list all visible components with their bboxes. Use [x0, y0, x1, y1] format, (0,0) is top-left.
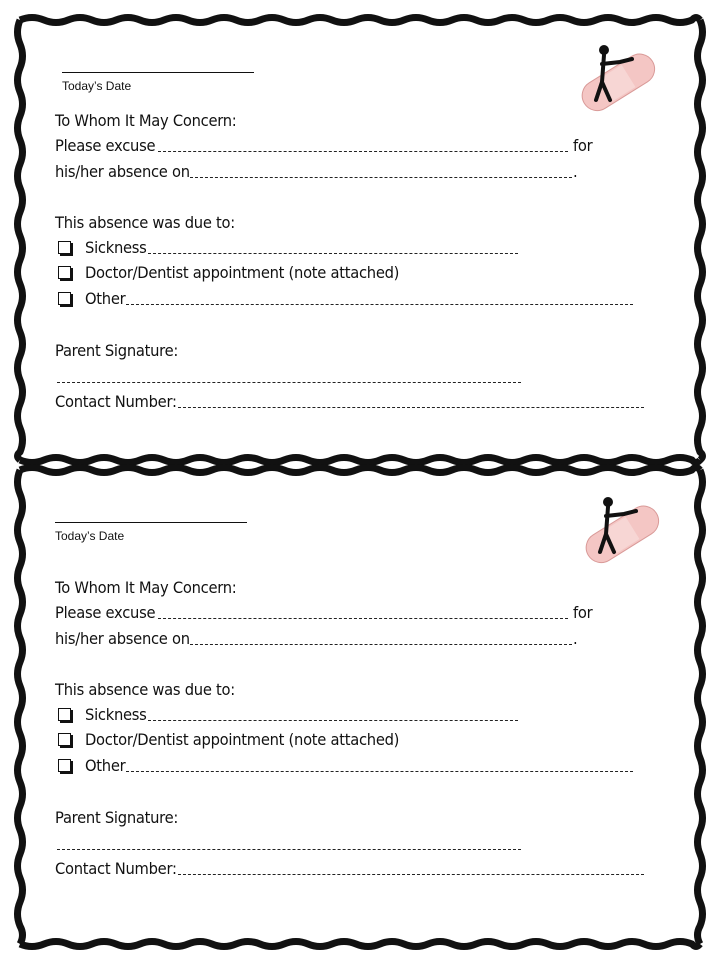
excuse-suffix: for	[573, 136, 593, 155]
excuse-note-1	[0, 0, 720, 470]
contact-label: Contact Number:	[55, 859, 177, 878]
excuse-suffix: for	[573, 603, 593, 622]
absence-end: .	[573, 162, 578, 181]
excuse-note-2	[0, 466, 720, 960]
contact-label: Contact Number:	[55, 392, 177, 411]
other-line[interactable]	[126, 304, 633, 305]
option-doctor: Doctor/Dentist appointment (note attached)	[85, 730, 400, 749]
checkbox-icon[interactable]	[58, 266, 71, 279]
checkbox-icon[interactable]	[58, 733, 71, 746]
signature-label: Parent Signature:	[55, 808, 179, 827]
date-line[interactable]	[62, 72, 254, 73]
excuse-prefix: Please excuse	[55, 603, 156, 622]
option-doctor: Doctor/Dentist appointment (note attached)	[85, 263, 400, 282]
option-other: Other	[85, 289, 126, 308]
excuse-prefix: Please excuse	[55, 136, 156, 155]
sickness-line[interactable]	[148, 253, 518, 254]
date-label: Today’s Date	[55, 529, 125, 543]
absence-end: .	[573, 629, 578, 648]
checkbox-icon[interactable]	[58, 708, 71, 721]
bandaid-figure-icon	[574, 42, 660, 118]
reason-heading: This absence was due to:	[55, 680, 235, 699]
student-name-line[interactable]	[158, 618, 568, 619]
checkbox-icon[interactable]	[58, 241, 71, 254]
greeting: To Whom It May Concern:	[55, 578, 237, 597]
student-name-line[interactable]	[158, 151, 568, 152]
signature-label: Parent Signature:	[55, 341, 179, 360]
absence-on-label: his/her absence on	[55, 162, 190, 181]
checkbox-icon[interactable]	[58, 759, 71, 772]
contact-line[interactable]	[178, 874, 644, 875]
checkbox-icon[interactable]	[58, 292, 71, 305]
date-label: Today’s Date	[62, 79, 132, 93]
option-other: Other	[85, 756, 126, 775]
signature-line[interactable]	[57, 849, 521, 850]
greeting: To Whom It May Concern:	[55, 111, 237, 130]
date-line[interactable]	[55, 522, 247, 523]
absence-date-line[interactable]	[190, 644, 572, 645]
signature-line[interactable]	[57, 382, 521, 383]
reason-heading: This absence was due to:	[55, 213, 235, 232]
absence-on-label: his/her absence on	[55, 629, 190, 648]
other-line[interactable]	[126, 771, 633, 772]
bandaid-figure-icon	[578, 494, 664, 570]
absence-date-line[interactable]	[190, 177, 572, 178]
option-sickness: Sickness	[85, 705, 147, 724]
sickness-line[interactable]	[148, 720, 518, 721]
contact-line[interactable]	[178, 407, 644, 408]
option-sickness: Sickness	[85, 238, 147, 257]
